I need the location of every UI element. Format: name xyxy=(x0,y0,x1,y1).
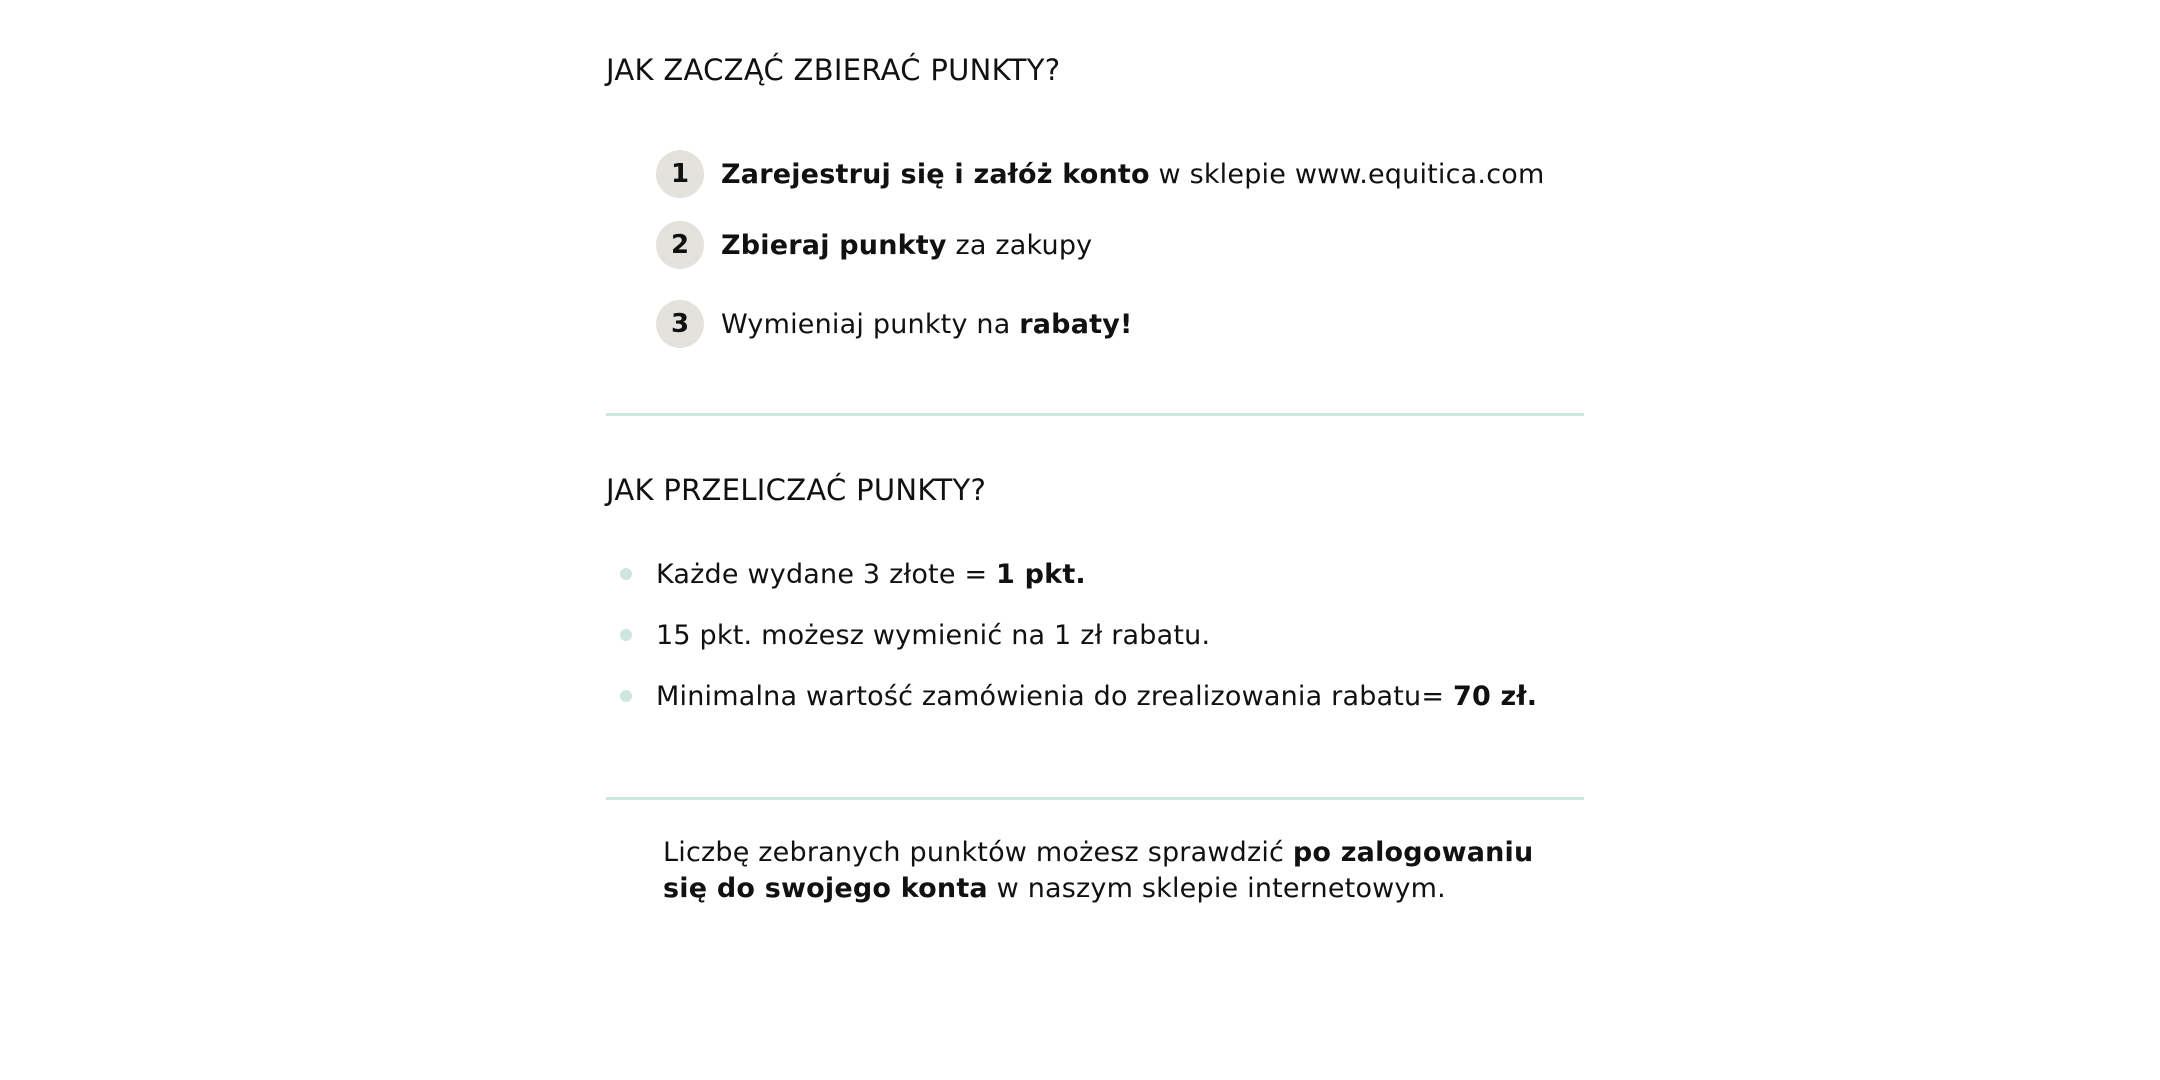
step-text xyxy=(721,309,1133,340)
step-bold-text: rabaty! xyxy=(1019,308,1133,340)
bullet-dot-icon xyxy=(620,629,632,641)
conversion-text: 15 pkt. możesz wymienić na 1 zł rabatu. xyxy=(656,619,1211,651)
step-rest-text: w sklepie www.equitica.com xyxy=(1149,158,1545,190)
step-3 xyxy=(656,299,1133,349)
step-1 xyxy=(656,149,1544,199)
bullet-dot-icon xyxy=(620,568,632,580)
conversion-item-1 xyxy=(620,556,1086,592)
section-title-how-to-start: JAK ZACZĄĆ ZBIERAĆ PUNKTY? xyxy=(606,53,1061,87)
step-rest-text: za zakupy xyxy=(946,229,1093,261)
section-divider xyxy=(606,797,1584,800)
conversion-item-3 xyxy=(620,678,1537,714)
step-2 xyxy=(656,220,1092,270)
step-number-badge: 2 xyxy=(656,221,704,269)
points-check-note xyxy=(663,835,1543,907)
step-text xyxy=(721,159,1544,190)
bullet-dot-icon xyxy=(620,690,632,702)
note-text-end: w naszym sklepie internetowym. xyxy=(987,873,1446,904)
note-bold-text: po zalogowaniu się do swojego konta xyxy=(663,837,1534,904)
step-plain-text: Wymieniaj punkty na xyxy=(721,308,1020,340)
conversion-plain-text: Minimalna wartość zamówienia do zrealizowania rabatu= xyxy=(656,680,1453,712)
conversion-bold-text: 1 pkt. xyxy=(996,558,1086,590)
step-number-badge: 3 xyxy=(656,300,704,348)
loyalty-info xyxy=(606,0,1584,1080)
step-bold-text: Zarejestruj się i załóż konto xyxy=(721,158,1150,190)
step-number-badge: 1 xyxy=(656,150,704,198)
note-text: Liczbę zebranych punktów możesz sprawdzić xyxy=(663,837,1293,868)
section-title-how-to-convert: JAK PRZELICZAĆ PUNKTY? xyxy=(606,473,987,507)
conversion-bold-text: 70 zł. xyxy=(1452,680,1538,712)
conversion-text xyxy=(656,681,1537,712)
step-text xyxy=(721,230,1092,261)
conversion-plain-text: Każde wydane 3 złote = xyxy=(656,558,997,590)
step-bold-text: Zbieraj punkty xyxy=(721,229,947,261)
conversion-text xyxy=(656,559,1086,590)
section-divider xyxy=(606,413,1584,416)
conversion-item-2 xyxy=(620,617,1210,653)
